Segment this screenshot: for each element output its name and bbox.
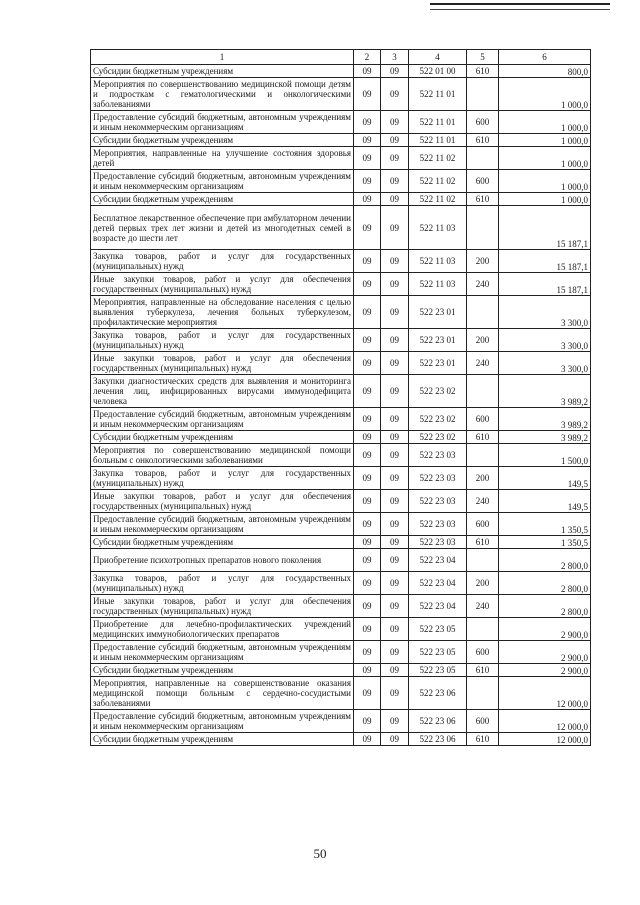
table-row [91, 572, 591, 595]
row-description: Мероприятия по совершенствованию медицинской помощи детям и подросткам с гематологическими и онкологическими заболеваниями [91, 78, 354, 111]
row-expense-type [467, 677, 499, 710]
row-subsection: 09 [381, 206, 409, 250]
row-target-code: 522 23 06 [409, 677, 467, 710]
row-target-code: 522 23 02 [409, 408, 467, 431]
row-subsection: 09 [381, 193, 409, 206]
row-section: 09 [354, 193, 381, 206]
row-description: Субсидии бюджетным учреждениям [91, 65, 354, 78]
row-amount: 149,5 [499, 490, 591, 513]
row-subsection: 09 [381, 296, 409, 329]
row-subsection: 09 [381, 170, 409, 193]
row-subsection: 09 [381, 250, 409, 273]
table-row [91, 329, 591, 352]
header-cell-5: 5 [467, 50, 499, 65]
row-description: Иные закупки товаров, работ и услуг для обеспечения государственных (муниципальных) нужд [91, 273, 354, 296]
row-expense-type: 600 [467, 710, 499, 733]
row-description: Предоставление субсидий бюджетным, автономным учреждениям и иным некоммерческим организациям [91, 111, 354, 134]
page-number: 50 [313, 846, 327, 861]
row-expense-type: 600 [467, 111, 499, 134]
table-row [91, 111, 591, 134]
row-description: Мероприятия по совершенствованию медицинской помощи больным с онкологическими заболеваниями [91, 444, 354, 467]
row-section: 09 [354, 408, 381, 431]
row-section: 09 [354, 111, 381, 134]
row-amount: 3 300,0 [499, 352, 591, 375]
row-amount: 3 989,2 [499, 431, 591, 444]
row-target-code: 522 23 02 [409, 375, 467, 408]
row-amount: 1 000,0 [499, 193, 591, 206]
row-description: Предоставление субсидий бюджетным, автономным учреждениям и иным некоммерческим организациям [91, 513, 354, 536]
table-row [91, 664, 591, 677]
row-expense-type: 200 [467, 250, 499, 273]
row-section: 09 [354, 572, 381, 595]
row-subsection: 09 [381, 618, 409, 641]
row-section: 09 [354, 147, 381, 170]
row-subsection: 09 [381, 78, 409, 111]
row-target-code: 522 23 05 [409, 618, 467, 641]
row-amount: 12 000,0 [499, 677, 591, 710]
row-section: 09 [354, 618, 381, 641]
row-subsection: 09 [381, 677, 409, 710]
row-description: Иные закупки товаров, работ и услуг для обеспечения государственных (муниципальных) нужд [91, 595, 354, 618]
row-subsection: 09 [381, 147, 409, 170]
table-row [91, 408, 591, 431]
row-amount: 2 900,0 [499, 664, 591, 677]
row-description: Мероприятия, направленные на улучшение состояния здоровья детей [91, 147, 354, 170]
row-target-code: 522 23 03 [409, 536, 467, 549]
row-description: Бесплатное лекарственное обеспечение при амбулаторном лечении детей первых трех лет жизни и детей из многодетных семей в возрасте до шести лет [91, 206, 354, 250]
row-expense-type [467, 618, 499, 641]
row-amount: 3 989,2 [499, 408, 591, 431]
row-section: 09 [354, 490, 381, 513]
row-amount: 2 800,0 [499, 549, 591, 572]
row-subsection: 09 [381, 710, 409, 733]
row-amount: 12 000,0 [499, 710, 591, 733]
row-amount: 12 000,0 [499, 733, 591, 746]
table-row [91, 147, 591, 170]
table-row [91, 467, 591, 490]
row-amount: 1 500,0 [499, 444, 591, 467]
header-cell-1: 1 [91, 50, 354, 65]
budget-table [90, 49, 591, 746]
row-section: 09 [354, 677, 381, 710]
row-amount: 3 300,0 [499, 296, 591, 329]
row-target-code: 522 11 03 [409, 250, 467, 273]
row-amount: 800,0 [499, 65, 591, 78]
row-description: Предоставление субсидий бюджетным, автономным учреждениям и иным некоммерческим организациям [91, 408, 354, 431]
table-row [91, 444, 591, 467]
row-subsection: 09 [381, 490, 409, 513]
row-amount: 15 187,1 [499, 273, 591, 296]
row-description: Приобретение для лечебно-профилактических учреждений медицинских иммунобиологических препаратов [91, 618, 354, 641]
row-target-code: 522 23 03 [409, 513, 467, 536]
row-expense-type [467, 147, 499, 170]
row-expense-type [467, 296, 499, 329]
row-subsection: 09 [381, 733, 409, 746]
row-subsection: 09 [381, 273, 409, 296]
row-expense-type: 600 [467, 641, 499, 664]
row-description: Закупка товаров, работ и услуг для государственных (муниципальных) нужд [91, 329, 354, 352]
row-section: 09 [354, 641, 381, 664]
table-row [91, 549, 591, 572]
row-section: 09 [354, 78, 381, 111]
row-target-code: 522 11 03 [409, 273, 467, 296]
row-amount: 1 000,0 [499, 78, 591, 111]
row-amount: 1 000,0 [499, 170, 591, 193]
table-row [91, 618, 591, 641]
row-section: 09 [354, 329, 381, 352]
row-expense-type: 610 [467, 193, 499, 206]
top-rule [430, 3, 610, 5]
row-expense-type: 240 [467, 490, 499, 513]
table-row [91, 733, 591, 746]
table-row [91, 375, 591, 408]
table-row [91, 170, 591, 193]
row-amount: 1 000,0 [499, 134, 591, 147]
row-section: 09 [354, 65, 381, 78]
row-section: 09 [354, 444, 381, 467]
row-expense-type: 600 [467, 170, 499, 193]
row-target-code: 522 23 06 [409, 710, 467, 733]
row-description: Субсидии бюджетным учреждениям [91, 733, 354, 746]
row-expense-type: 200 [467, 467, 499, 490]
row-description: Иные закупки товаров, работ и услуг для обеспечения государственных (муниципальных) нужд [91, 490, 354, 513]
table-row [91, 65, 591, 78]
row-expense-type: 610 [467, 536, 499, 549]
row-subsection: 09 [381, 467, 409, 490]
row-expense-type [467, 444, 499, 467]
header-cell-3: 3 [381, 50, 409, 65]
row-subsection: 09 [381, 536, 409, 549]
row-target-code: 522 23 04 [409, 572, 467, 595]
row-expense-type: 240 [467, 273, 499, 296]
row-description: Субсидии бюджетным учреждениям [91, 193, 354, 206]
row-subsection: 09 [381, 641, 409, 664]
table-row [91, 490, 591, 513]
row-expense-type: 240 [467, 595, 499, 618]
row-target-code: 522 23 05 [409, 664, 467, 677]
row-amount: 1 000,0 [499, 147, 591, 170]
row-target-code: 522 11 01 [409, 134, 467, 147]
row-amount: 3 989,2 [499, 375, 591, 408]
row-subsection: 09 [381, 408, 409, 431]
row-description: Закупка товаров, работ и услуг для государственных (муниципальных) нужд [91, 467, 354, 490]
table-row [91, 193, 591, 206]
row-expense-type [467, 206, 499, 250]
table-header-row [91, 50, 591, 65]
row-section: 09 [354, 710, 381, 733]
row-section: 09 [354, 273, 381, 296]
row-expense-type: 610 [467, 431, 499, 444]
row-target-code: 522 23 03 [409, 490, 467, 513]
table-row [91, 273, 591, 296]
row-description: Иные закупки товаров, работ и услуг для обеспечения государственных (муниципальных) нужд [91, 352, 354, 375]
row-target-code: 522 11 02 [409, 193, 467, 206]
row-amount: 15 187,1 [499, 206, 591, 250]
row-subsection: 09 [381, 664, 409, 677]
row-target-code: 522 11 02 [409, 170, 467, 193]
row-subsection: 09 [381, 134, 409, 147]
row-section: 09 [354, 595, 381, 618]
row-target-code: 522 23 03 [409, 467, 467, 490]
row-target-code: 522 23 04 [409, 549, 467, 572]
table-row [91, 78, 591, 111]
row-subsection: 09 [381, 352, 409, 375]
row-target-code: 522 23 04 [409, 595, 467, 618]
row-target-code: 522 23 06 [409, 733, 467, 746]
row-expense-type: 610 [467, 733, 499, 746]
header-cell-4: 4 [409, 50, 467, 65]
row-section: 09 [354, 250, 381, 273]
row-section: 09 [354, 536, 381, 549]
row-description: Мероприятия, направленные на обследование населения с целью выявления туберкулеза, лечения больных туберкулезом, профилактические мероприятия [91, 296, 354, 329]
row-expense-type: 240 [467, 352, 499, 375]
row-target-code: 522 11 02 [409, 147, 467, 170]
row-expense-type: 200 [467, 572, 499, 595]
row-description: Мероприятия, направленные на совершенствование оказания медицинской помощи больным с сердечно-сосудистыми заболеваниями [91, 677, 354, 710]
row-section: 09 [354, 352, 381, 375]
row-target-code: 522 23 05 [409, 641, 467, 664]
top-rule-thin [430, 9, 610, 10]
table-row [91, 431, 591, 444]
row-description: Субсидии бюджетным учреждениям [91, 134, 354, 147]
row-description: Закупки диагностических средств для выявления и мониторинга лечения лиц, инфицированных вирусами иммунодефицита человека [91, 375, 354, 408]
row-amount: 1 350,5 [499, 513, 591, 536]
row-amount: 149,5 [499, 467, 591, 490]
row-subsection: 09 [381, 513, 409, 536]
row-section: 09 [354, 206, 381, 250]
row-amount: 2 800,0 [499, 572, 591, 595]
table-row [91, 352, 591, 375]
row-description: Закупка товаров, работ и услуг для государственных (муниципальных) нужд [91, 572, 354, 595]
table-row [91, 641, 591, 664]
row-amount: 2 800,0 [499, 595, 591, 618]
row-target-code: 522 01 00 [409, 65, 467, 78]
row-subsection: 09 [381, 329, 409, 352]
row-expense-type: 200 [467, 329, 499, 352]
row-description: Приобретение психотропных препаратов нового поколения [91, 549, 354, 572]
row-description: Предоставление субсидий бюджетным, автономным учреждениям и иным некоммерческим организациям [91, 710, 354, 733]
row-target-code: 522 23 02 [409, 431, 467, 444]
table-row [91, 677, 591, 710]
table-row [91, 536, 591, 549]
row-subsection: 09 [381, 572, 409, 595]
row-expense-type: 610 [467, 134, 499, 147]
row-section: 09 [354, 296, 381, 329]
row-target-code: 522 23 01 [409, 329, 467, 352]
table-row [91, 206, 591, 250]
row-subsection: 09 [381, 65, 409, 78]
row-amount: 1 350,5 [499, 536, 591, 549]
row-target-code: 522 11 03 [409, 206, 467, 250]
table-row [91, 595, 591, 618]
row-target-code: 522 11 01 [409, 78, 467, 111]
row-section: 09 [354, 664, 381, 677]
row-section: 09 [354, 375, 381, 408]
row-section: 09 [354, 170, 381, 193]
row-section: 09 [354, 467, 381, 490]
row-section: 09 [354, 431, 381, 444]
table-row [91, 134, 591, 147]
table-row [91, 296, 591, 329]
row-expense-type: 610 [467, 65, 499, 78]
row-target-code: 522 23 03 [409, 444, 467, 467]
row-section: 09 [354, 513, 381, 536]
row-target-code: 522 11 01 [409, 111, 467, 134]
row-section: 09 [354, 549, 381, 572]
row-amount: 2 900,0 [499, 641, 591, 664]
row-expense-type [467, 549, 499, 572]
row-description: Субсидии бюджетным учреждениям [91, 664, 354, 677]
row-subsection: 09 [381, 595, 409, 618]
row-section: 09 [354, 733, 381, 746]
row-subsection: 09 [381, 375, 409, 408]
table-row [91, 513, 591, 536]
row-expense-type: 610 [467, 664, 499, 677]
row-description: Закупка товаров, работ и услуг для государственных (муниципальных) нужд [91, 250, 354, 273]
row-subsection: 09 [381, 444, 409, 467]
row-expense-type [467, 375, 499, 408]
row-subsection: 09 [381, 549, 409, 572]
table-row [91, 710, 591, 733]
header-cell-6: 6 [499, 50, 591, 65]
row-subsection: 09 [381, 431, 409, 444]
header-cell-2: 2 [354, 50, 381, 65]
row-expense-type [467, 78, 499, 111]
row-amount: 3 300,0 [499, 329, 591, 352]
row-target-code: 522 23 01 [409, 352, 467, 375]
row-subsection: 09 [381, 111, 409, 134]
row-section: 09 [354, 134, 381, 147]
row-expense-type: 600 [467, 513, 499, 536]
row-amount: 1 000,0 [499, 111, 591, 134]
table-body [91, 65, 591, 746]
row-expense-type: 600 [467, 408, 499, 431]
table-row [91, 250, 591, 273]
row-description: Субсидии бюджетным учреждениям [91, 431, 354, 444]
row-target-code: 522 23 01 [409, 296, 467, 329]
row-description: Предоставление субсидий бюджетным, автономным учреждениям и иным некоммерческим организациям [91, 170, 354, 193]
row-amount: 15 187,1 [499, 250, 591, 273]
row-description: Субсидии бюджетным учреждениям [91, 536, 354, 549]
row-description: Предоставление субсидий бюджетным, автономным учреждениям и иным некоммерческим организациям [91, 641, 354, 664]
row-amount: 2 900,0 [499, 618, 591, 641]
